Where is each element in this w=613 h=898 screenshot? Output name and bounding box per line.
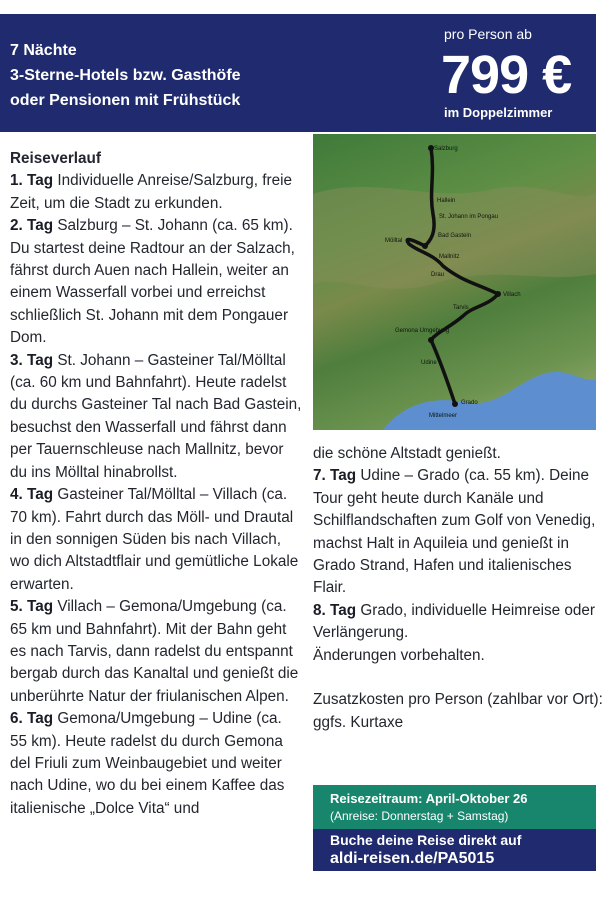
map-label-sea: Mittelmeer — [429, 413, 458, 419]
offer-summary — [10, 38, 241, 113]
day-5-tag: 5. Tag — [10, 598, 54, 616]
map-label-bad-gastein: Bad Gastein — [438, 233, 472, 239]
map-label-drau: Drau — [431, 272, 445, 278]
day-5-text: Villach – Gemona/Umgebung (ca. 65 km und Bahnfahrt). Mit der Bahn geht es nach Tarvis, dann radelst du entspannt bergab durch das Kanaltal und genießt die unberührte Natur der friulanischen Alpen. — [10, 598, 299, 705]
day-3-text: St. Johann – Gasteiner Tal/Mölltal (ca. 60 km und Bahnfahrt). Heute radelst du durchs Gasteiner Tal nach Bad Gastein, besuchst den Wasserfall und fährst dann per Tauernschleuse nach Mallnitz, bevor du ins Mölltal hinabrollst. — [10, 351, 302, 481]
map-label-gemona: Gemona Umgebung — [395, 328, 450, 334]
day-4 — [10, 484, 302, 596]
map-label-tarvis: Tarvis — [453, 305, 469, 311]
day-7-tag: 7. Tag — [313, 467, 357, 485]
travel-period-box — [313, 785, 596, 829]
day-8-text: Grado, individuelle Heimreise oder Verlängerung. — [313, 601, 595, 642]
day-1 — [10, 170, 302, 215]
day-4-tag: 4. Tag — [10, 486, 54, 504]
day-6-continued: die schöne Altstadt genießt. — [313, 445, 501, 462]
breakfast-line: oder Pensionen mit Frühstück — [10, 92, 241, 109]
itinerary-right-column — [313, 443, 603, 734]
booking-box[interactable] — [313, 829, 596, 871]
day-2-tag: 2. Tag — [10, 217, 54, 235]
extra-costs: Zusatzkosten pro Person (zahlbar vor Ort): ggfs. Kurtaxe — [313, 691, 603, 731]
hotel-line: 3-Sterne-Hotels bzw. Gasthöfe — [10, 67, 241, 84]
nights-line: 7 Nächte — [10, 42, 77, 59]
arrival-days: (Anreise: Donnerstag + Samstag) — [330, 809, 509, 823]
map-label-udine: Udine — [421, 360, 437, 366]
price-label: pro Person ab — [444, 26, 532, 42]
price-note: im Doppelzimmer — [444, 105, 553, 120]
map-label-mallnitz: Mallnitz — [439, 254, 460, 260]
day-2-text: Salzburg – St. Johann (ca. 65 km). Du startest deine Radtour an der Salzach, fährst durch Auen nach Hallein, weiter an einem Wasserfall vorbei und erreichst schließlich St. Johann mit dem Pongauer Dom. — [10, 217, 295, 347]
day-5 — [10, 596, 302, 708]
day-7-text: Udine – Grado (ca. 55 km). Deine Tour geht heute durch Kanäle und Schilflandschaften zum Golf von Venedig, machst Halt in Aquileia und genießt in Grado Strand, Hafen und italienisches Flair. — [313, 467, 596, 597]
spacer — [313, 667, 603, 689]
travel-period: Reisezeitraum: April-Oktober 26 — [330, 791, 528, 806]
day-1-tag: 1. Tag — [10, 172, 54, 190]
map-label-grado: Grado — [461, 400, 478, 406]
changes-note: Änderungen vorbehalten. — [313, 646, 485, 664]
map-label-villach: Villach — [503, 292, 521, 298]
itinerary-title: Reiseverlauf — [10, 150, 101, 167]
day-6-tag: 6. Tag — [10, 710, 54, 728]
sea-area — [383, 372, 596, 430]
map-label-st-johann: St. Johann im Pongau — [439, 214, 499, 220]
offer-header — [0, 14, 596, 132]
booking-prompt: Buche deine Reise direkt auf — [330, 832, 522, 848]
map-label-salzburg: Salzburg — [434, 146, 458, 152]
day-6 — [10, 708, 302, 820]
price: 799 € — [441, 45, 572, 105]
itinerary-left-column — [10, 148, 302, 820]
booking-link[interactable]: aldi-reisen.de/PA5015 — [330, 850, 495, 867]
day-3 — [10, 350, 302, 484]
day-2 — [10, 215, 302, 349]
route-map-svg — [313, 134, 596, 430]
day-8 — [313, 600, 603, 645]
day-8-tag: 8. Tag — [313, 601, 357, 619]
day-3-tag: 3. Tag — [10, 351, 54, 369]
map-label-hallein: Hallein — [437, 198, 456, 204]
day-6-text: Gemona/Umgebung – Udine (ca. 55 km). Heute radelst du durch Gemona del Friuli zum Weinbaugebiet und weiter nach Udine, wo du bei einem Kaffee das italienische „Dolce Vita“ und — [10, 710, 285, 817]
map-label-moelltal: Mölltal — [385, 238, 403, 244]
day-7 — [313, 465, 603, 599]
day-4-text: Gasteiner Tal/Mölltal – Villach (ca. 70 km). Fahrt durch das Möll- und Drautal in den sonnigen Süden bis nach Villach, wo dich Altstadtflair und gemütliche Lokale erwarten. — [10, 486, 299, 593]
route-map — [313, 134, 596, 430]
day-1-text: Individuelle Anreise/Salzburg, freie Zeit, um die Stadt zu erkunden. — [10, 172, 293, 212]
